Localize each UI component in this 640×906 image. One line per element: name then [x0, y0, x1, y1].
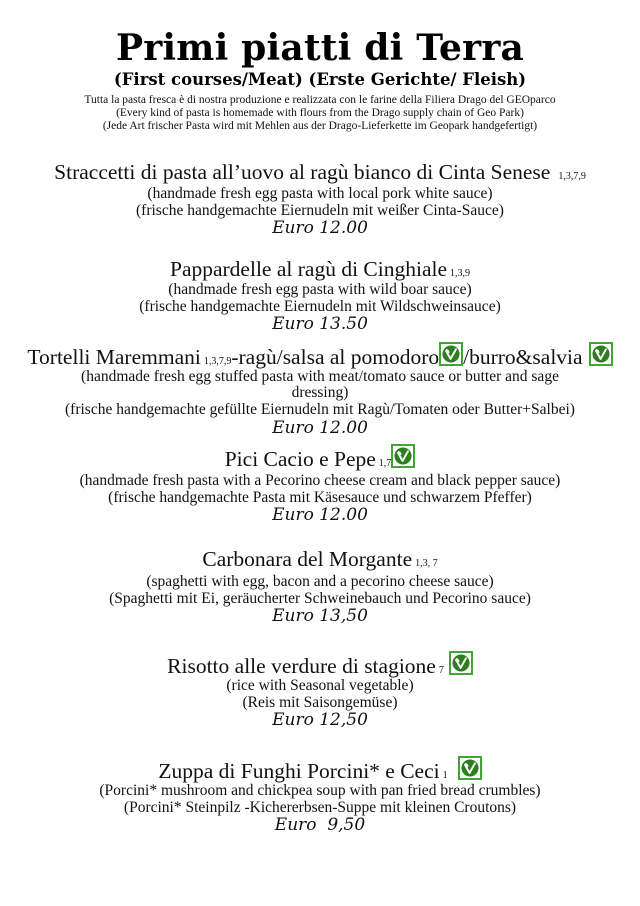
dish-price: Euro 9,50	[274, 815, 366, 835]
dish-name: Carbonara del Morgante	[202, 547, 413, 571]
dish-desc-de: (frische handgemachte gefüllte Eiernudeln mit Ragù/Tomaten oder Butter+Salbei)	[65, 401, 575, 418]
pasta-note-en: (Every kind of pasta is homemade with flours from the Drago supply chain of Geo Park)	[116, 107, 524, 119]
dish-desc-en: (rice with Seasonal vegetable)	[226, 677, 414, 694]
dish-name: Zuppa di Funghi Porcini* e Ceci	[158, 759, 440, 783]
dish-desc-en-cont: dressing)	[291, 384, 349, 401]
dish-name: Pappardelle al ragù di Cinghiale	[169, 257, 448, 281]
dish-desc-de: (frische handgemachte Pasta mit Käsesauce und schwarzem Pfeffer)	[108, 489, 532, 506]
dish-price: Euro 12.00	[272, 218, 368, 238]
vegetarian-leaf-icon	[449, 651, 473, 675]
vegetarian-leaf-icon	[391, 444, 415, 468]
dish-desc-de: (frische handgemachte Eiernudeln mit Wildschweinsauce)	[139, 298, 501, 315]
dish-price: Euro 12.00	[272, 418, 368, 438]
dish-desc-de: (Spaghetti mit Ei, geräucherter Schweinebauch und Pecorino sauce)	[109, 590, 531, 607]
allergen-codes: 1,7	[378, 458, 392, 469]
dish-desc-en: (handmade fresh egg pasta with local pork white sauce)	[147, 185, 493, 202]
dish-desc-de: (frische handgemachte Eiernudeln mit weißer Cinta-Sauce)	[136, 202, 504, 219]
allergen-codes: 7	[438, 665, 444, 676]
dish-desc-de: (Reis mit Saisongemüse)	[242, 694, 398, 711]
allergen-codes: 1,3, 7	[415, 558, 438, 569]
allergen-codes: 1,3,7,9	[558, 171, 586, 182]
pasta-note-de: (Jede Art frischer Pasta wird mit Mehlen aus der Drago-Lieferkette im Geopark handgefertigt)	[102, 120, 538, 132]
dish-price: Euro 13.50	[272, 314, 368, 334]
dish-desc-en: (handmade fresh pasta with a Pecorino cheese cream and black pepper sauce)	[79, 472, 561, 489]
page-subtitle: (First courses/Meat) (Erste Gerichte/ Fleish)	[113, 70, 527, 89]
dish-price: Euro 12.00	[272, 505, 368, 525]
dish-desc-en: (Porcini* mushroom and chickpea soup with pan fried bread crumbles)	[99, 782, 541, 799]
dish-name: Risotto alle verdure di stagione	[167, 654, 436, 678]
allergen-codes: 1	[442, 770, 448, 781]
dish-name-line	[0, 547, 640, 576]
dish-option-butter-sage: /burro&salvia	[463, 345, 583, 369]
dish-price: Euro 13,50	[272, 606, 368, 626]
dish-name: Pici Cacio e Pepe	[224, 447, 376, 471]
vegetarian-leaf-icon	[439, 342, 463, 366]
dish-desc-en: (handmade fresh egg stuffed pasta with meat/tomato sauce or butter and sage	[81, 368, 559, 385]
dish-desc-en: (spaghetti with egg, bacon and a pecorino cheese sauce)	[146, 573, 494, 590]
dish-desc-en: (handmade fresh egg pasta with wild boar sauce)	[168, 281, 472, 298]
allergen-codes: 1,3,7,9	[203, 356, 232, 367]
dish-option-tomato: -ragù/salsa al pomodoro	[231, 345, 440, 369]
dish-name: Tortelli Maremmani	[27, 345, 201, 369]
page-title: Primi piatti di Terra	[115, 27, 525, 69]
pasta-note-it: Tutta la pasta fresca è di nostra produzione e realizzata con le farine della Filiera Drago del GEOparco	[84, 94, 556, 106]
allergen-codes: 1,3,9	[450, 268, 471, 279]
dish-desc-de: (Porcini* Steinpilz -Kichererbsen-Suppe mit kleinen Croutons)	[123, 799, 517, 816]
vegetarian-leaf-icon	[458, 756, 482, 780]
vegetarian-leaf-icon	[589, 342, 613, 366]
dish-name: Straccetti di pasta all’uovo al ragù bianco di Cinta Senese	[54, 160, 551, 184]
dish-price: Euro 12,50	[272, 710, 368, 730]
